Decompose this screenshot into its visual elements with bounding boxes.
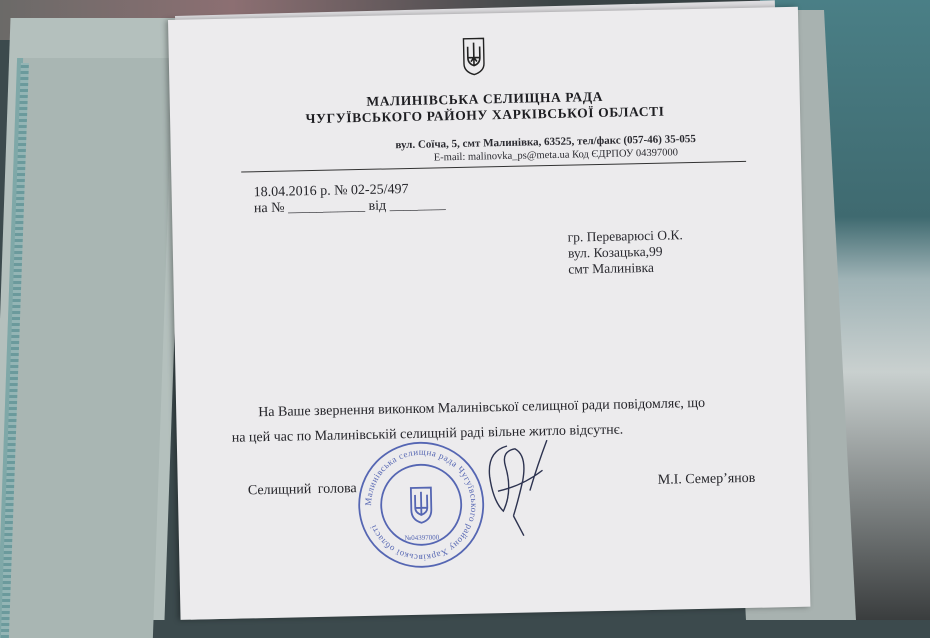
outgoing-registration-number: 18.04.2016 р. № 02-25/497	[253, 182, 409, 201]
letterhead-contacts: E-mail: malinovka_ps@meta.ua Код ЄДРПОУ 04397000	[433, 147, 679, 164]
letterhead-council-name: МАЛИНІВСЬКА СЕЛИЩНА РАДА	[366, 88, 604, 109]
recipient-name: гр. Переварюсі О.К.	[567, 227, 683, 245]
recipient-town: смт Малинівка	[568, 259, 655, 277]
body-paragraph-line-2: на цей час по Малинівській селищній раді вільне житло відсутнє.	[231, 422, 624, 446]
signatory-name: М.І. Семер’янов	[657, 470, 756, 488]
folder-left-cover	[0, 18, 186, 620]
trident-coat-of-arms-icon	[462, 37, 485, 75]
handwritten-signature	[467, 430, 579, 542]
recipient-street: вул. Козацька,99	[567, 243, 663, 261]
stamp-code: №04397000	[404, 533, 440, 543]
letterhead-address: вул. Соїча, 5, смт Малинівка, 63525, тел/факс (057-46) 35-055	[395, 132, 696, 152]
letterhead-region: ЧУГУЇВСЬКОГО РАЙОНУ ХАРКІВСЬКОЇ ОБЛАСТІ	[305, 103, 665, 127]
body-paragraph-line-1: На Ваше звернення виконком Малинівської селищної ради повідомляє, що	[258, 395, 706, 421]
letter-page	[168, 7, 810, 620]
signatory-title: Селищний голова	[247, 481, 357, 499]
stamp-ring-text: Малинівська селищна рада Чугуївського району Харківської області	[363, 446, 480, 563]
incoming-reference-line: на № ___________ від ________	[253, 197, 446, 217]
